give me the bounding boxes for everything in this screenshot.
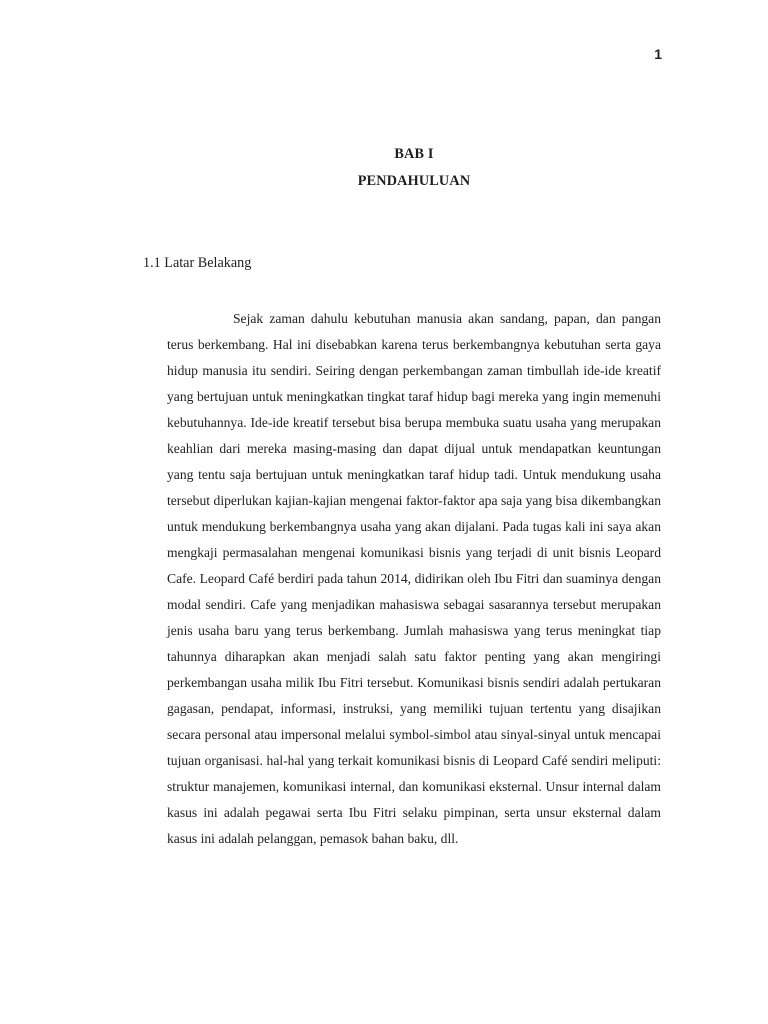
page-number: 1 [654,46,662,62]
section-heading: 1.1 Latar Belakang [143,255,252,271]
chapter-title: PENDAHULUAN [357,173,471,189]
body-paragraph: Sejak zaman dahulu kebutuhan manusia akan sandang, papan, dan pangan terus berkembang. Hal ini disebabkan karena terus berkembangnya kebutuhan serta gaya hidup manusia itu sendiri. Seiring dengan perkembangan zaman timbullah ide-ide kreatif yang bertujuan untuk meningkatkan tingkat taraf hidup bagi mereka yang ingin memenuhi kebutuhannya. Ide-ide kreatif tersebut bisa berupa membuka suatu usaha yang merupakan keahlian dari mereka masing-masing dan dapat dijual untuk mendapatkan keuntungan yang tentu saja bertujuan untuk meningkatkan taraf hidup tadi. Untuk mendukung usaha tersebut diperlukan kajian-kajian mengenai faktor-faktor apa saja yang bisa dikembangkan untuk mendukung berkembangnya usaha yang akan dijalani. Pada tugas kali ini saya akan mengkaji permasalahan mengenai komunikasi bisnis yang terjadi di unit bisnis Leopard Cafe. Leopard Café berdiri pada tahun 2014, didirikan oleh Ibu Fitri dan suaminya dengan modal sendiri. Cafe yang menjadikan mahasiswa sebagai sasarannya tersebut merupakan jenis usaha baru yang terus berkembang. Jumlah mahasiswa yang terus meningkat tiap tahunnya diharapkan akan menjadi salah satu faktor penting yang akan mengiringi perkembangan usaha milik Ibu Fitri tersebut. Komunikasi bisnis sendiri adalah pertukaran gagasan, pendapat, informasi, instruksi, yang memiliki tujuan tertentu yang disajikan secara personal atau impersonal melalui symbol-simbol atau sinyal-sinyal untuk mencapai tujuan organisasi. hal-hal yang terkait komunikasi bisnis di Leopard Café sendiri meliputi: struktur manajemen, komunikasi internal, dan komunikasi eksternal. Unsur internal dalam kasus ini adalah pegawai serta Ibu Fitri selaku pimpinan, serta unsur eksternal dalam kasus ini adalah pelanggan, pemasok bahan baku, dll. [167,311,661,846]
chapter-number: BAB I [394,146,434,162]
